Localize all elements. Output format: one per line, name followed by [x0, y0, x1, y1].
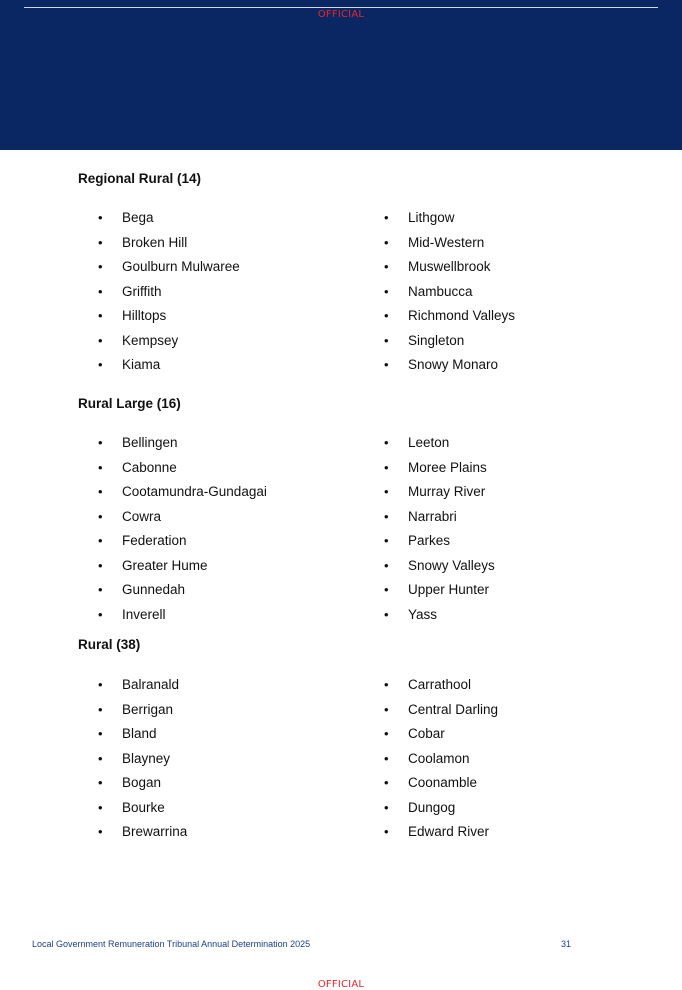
regional-rural-list-left — [98, 210, 240, 382]
list-item: • Parkes — [384, 533, 451, 548]
list-item: • Yass — [384, 606, 438, 622]
list-item: • Central Darling — [384, 701, 499, 717]
list-item: • Cootamundra-Gundagai — [98, 484, 267, 499]
list-item: • Lithgow — [384, 210, 455, 225]
rural-list-left — [98, 677, 187, 849]
classification-bottom: OFFICIAL — [317, 979, 365, 990]
list-item: • Griffith — [98, 283, 162, 299]
list-item: • Narrabri — [384, 508, 457, 524]
list-item: • Inverell — [98, 606, 166, 622]
list-item: • Kempsey — [98, 332, 179, 348]
regional-rural-list-right — [384, 210, 515, 382]
list-item: • Broken Hill — [98, 234, 188, 250]
header-rule — [24, 7, 658, 8]
list-item: • Greater Hume — [98, 557, 208, 573]
list-item: • Moree Plains — [384, 459, 487, 475]
list-item: • Hilltops — [98, 308, 167, 323]
list-item: • Upper Hunter — [384, 582, 490, 597]
list-item: • Bogan — [98, 775, 162, 790]
rural-large-list-left — [98, 435, 267, 631]
list-item: • Blayney — [98, 750, 171, 766]
page-number: 31 — [561, 939, 572, 949]
list-item: • Mid-Western — [384, 234, 485, 250]
list-item: • Coonamble — [384, 775, 478, 790]
rural-list-right — [384, 677, 498, 849]
list-item: • Nambucca — [384, 283, 473, 299]
rural-large-list-right — [384, 435, 495, 631]
list-item: • Richmond Valleys — [384, 308, 516, 323]
section-heading-rural-large: Rural Large (16) — [78, 396, 181, 411]
list-item: • Goulburn Mulwaree — [98, 259, 240, 274]
list-item: • Singleton — [384, 332, 465, 348]
section-heading-regional-rural: Regional Rural (14) — [78, 171, 202, 186]
list-item: • Snowy Monaro — [384, 357, 499, 372]
list-item: • Gunnedah — [98, 582, 186, 597]
list-item: • Muswellbrook — [384, 259, 491, 274]
list-item: • Cowra — [98, 508, 162, 524]
section-heading-rural: Rural (38) — [78, 637, 141, 652]
list-item: • Murray River — [384, 484, 486, 499]
list-item: • Cabonne — [98, 459, 177, 475]
list-item: • Federation — [98, 533, 187, 548]
header-banner — [0, 0, 682, 150]
list-item: • Leeton — [384, 435, 450, 450]
list-item: • Cobar — [384, 726, 445, 741]
list-item: • Berrigan — [98, 701, 174, 717]
list-item: • Dungog — [384, 799, 456, 815]
list-item: • Bega — [98, 210, 154, 225]
list-item: • Kiama — [98, 357, 161, 372]
list-item: • Edward River — [384, 824, 490, 839]
list-item: • Bellingen — [98, 435, 178, 450]
list-item: • Brewarrina — [98, 824, 188, 839]
list-item: • Bland — [98, 726, 157, 741]
list-item: • Carrathool — [384, 677, 472, 692]
classification-top: OFFICIAL — [317, 9, 365, 20]
list-item: • Snowy Valleys — [384, 557, 495, 573]
list-item: • Balranald — [98, 677, 180, 692]
list-item: • Bourke — [98, 799, 165, 815]
list-item: • Coolamon — [384, 750, 470, 766]
footer-document-title: Local Government Remuneration Tribunal Annual Determination 2025 — [32, 939, 311, 949]
